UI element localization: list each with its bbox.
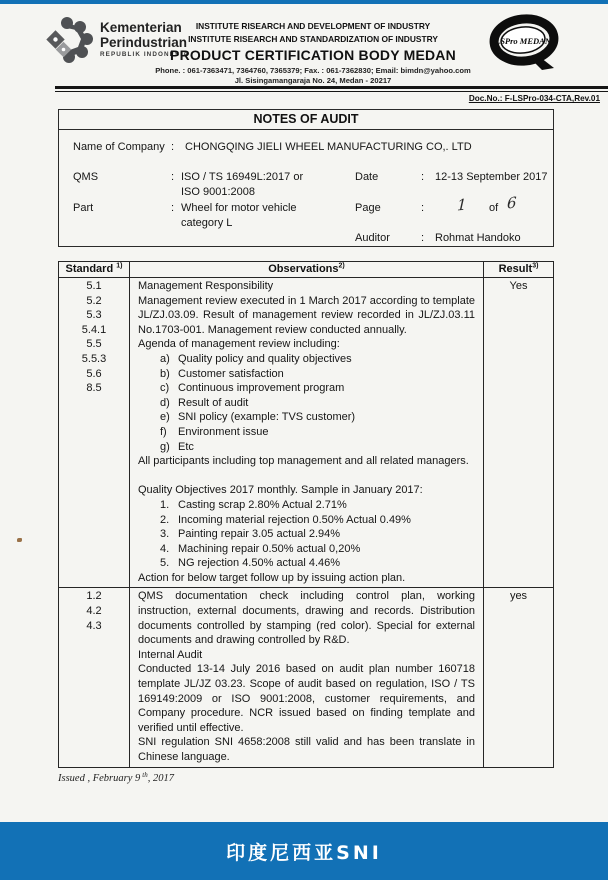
qms-value-line1: ISO / TS 16949L:2017 or <box>181 171 304 183</box>
audit-table <box>58 261 554 768</box>
standard-footnote-mark: 1) <box>116 262 123 270</box>
banner-text: 印度尼西亚SNI <box>226 841 382 864</box>
page-colon: : <box>421 202 425 214</box>
col-header-result: Result$^{3)}$ <box>498 262 539 275</box>
bottom-banner <box>0 822 608 880</box>
obs-paragraph: Management review executed in 1 March 2017 according to template JL/ZJ.03.09. Result of management review recorded in JL/ZJ.03.11 No.1703-001. Management review conducted annually. <box>138 294 475 336</box>
part-label: Part <box>73 202 94 214</box>
letterhead <box>148 20 478 85</box>
company-colon: : <box>171 141 175 153</box>
company-label: Name of Company <box>73 141 165 153</box>
page-current-handwritten: 1 <box>456 195 467 215</box>
qms-label: QMS <box>73 171 99 183</box>
obs-agenda-intro: Agenda of management review including: <box>138 338 340 351</box>
issued-date-line: Issued , February 9 $^{th}$, 2017 <box>58 770 174 784</box>
standard-clauses: 1.2 4.2 4.3 <box>59 588 130 766</box>
scan-speck <box>17 538 22 542</box>
agenda-item: f) Environment issue <box>160 425 269 438</box>
institute-line-2: INSTITUTE RISEARCH AND STANDARDIZATION OF INDUSTRY <box>188 33 438 44</box>
obs-paragraph: Conducted 13-14 July 2016 based on audit plan number 160718 template JL/JZ 03.23. Scope of audit based on regulation, ISO / TS 169149:2009 or ISO 9001:2008, customer requirements, and Company procedure. NCR issued based on finding template and verified until effective. <box>138 663 475 734</box>
address-line: Jl. Sisingamangaraja No. 24, Medan - 20217 <box>234 75 392 85</box>
table-row <box>59 588 553 766</box>
page-of-word: of <box>489 202 499 214</box>
certification-body-name: PRODUCT CERTIFICATION BODY MEDAN <box>170 47 456 63</box>
auditor-value: Rohmat Handoko <box>435 232 521 244</box>
page-label: Page <box>355 202 381 214</box>
contact-line: Phone. : 061-7363471, 7364760, 7365379; Fax. : 061-7362830; Email: bimdn@yahoo.com <box>155 66 471 75</box>
top-accent-strip <box>0 0 608 4</box>
obs-objectives-intro: Quality Objectives 2017 monthly. Sample in January 2017: <box>138 484 423 497</box>
doc-number: Doc.No.: F-LSPro-034-CTA,Rev.01 <box>468 94 600 103</box>
part-colon: : <box>171 202 175 214</box>
company-value: CHONGQING JIELI WHEEL MANUFACTURING CO,. LTD <box>185 141 472 153</box>
result-cell: Yes <box>509 280 528 292</box>
ministry-of-industry-logo-icon <box>45 16 95 64</box>
ministry-name-line3: REPUBLIK INDONESIA <box>100 51 189 58</box>
auditor-colon: : <box>421 232 425 244</box>
date-colon: : <box>421 171 425 183</box>
agenda-item: b) Customer satisfaction <box>160 367 284 380</box>
agenda-item: a) Quality policy and quality objectives <box>160 352 352 365</box>
title-divider <box>59 129 553 130</box>
lspro-medan-logo-icon <box>488 14 562 74</box>
observations-cell <box>130 278 484 587</box>
auditor-label: Auditor <box>355 232 390 244</box>
qms-colon: : <box>171 171 175 183</box>
observations-cell <box>130 588 484 766</box>
obs-action: Action for below target follow up by issuing action plan. <box>138 571 406 584</box>
svg-text:LSPro MEDAN: LSPro MEDAN <box>495 36 551 46</box>
objective-item: 2. Incoming material rejection 0.50% Actual 0.49% <box>160 513 411 526</box>
institute-line-1: INSTITUTE RISEARCH AND DEVELOPMENT OF INDUSTRY <box>195 21 431 31</box>
obs-paragraph: SNI regulation SNI 4658:2008 still valid and has been translate in Chinese language. <box>138 736 475 763</box>
date-value: 12-13 September 2017 <box>435 171 548 183</box>
agenda-item: d) Result of audit <box>160 396 249 409</box>
result-footnote-mark: 3) <box>532 262 539 270</box>
obs-paragraph: QMS documentation check including control plan, working instruction, external documents, drawing and records. Distribution documents controlled by stamping (red color). Special for external documents and drawing controlled by R&D. <box>138 590 475 647</box>
result-cell: yes <box>509 590 528 603</box>
observations-footnote-mark: 2) <box>338 262 345 270</box>
objective-item: 5. NG rejection 4.50% actual 4.46% <box>160 557 341 570</box>
table-row <box>59 278 553 588</box>
notes-of-audit-box <box>58 109 554 247</box>
part-value-line2: category L <box>181 217 233 229</box>
part-value-line1: Wheel for motor vehicle <box>181 202 297 214</box>
standard-clauses: 5.1 5.2 5.3 5.4.1 5.5 5.5.3 5.6 8.5 <box>59 278 130 587</box>
date-label: Date <box>355 171 379 183</box>
obs-subtitle: Internal Audit <box>138 648 203 661</box>
header-divider <box>55 86 608 92</box>
col-header-standard: Standard $^{1)}$ <box>59 262 130 277</box>
ministry-name-line1: Kementerian <box>100 20 182 35</box>
col-header-observations: Observations$^{2)}$ <box>130 262 484 277</box>
obs-participants: All participants including top management and all related managers. <box>138 455 469 468</box>
objective-item: 4. Machining repair 0.50% actual 0,20% <box>160 542 361 555</box>
form-title: NOTES OF AUDIT <box>253 112 359 126</box>
objective-item: 3. Painting repair 3.05 actual 2.94% <box>160 528 341 541</box>
obs-title: Management Responsibility <box>138 280 274 292</box>
page-total-handwritten: 6 <box>506 193 517 213</box>
qms-value-line2: ISO 9001:2008 <box>181 186 256 198</box>
agenda-item: c) Continuous improvement program <box>160 382 345 395</box>
agenda-item: g) Etc <box>160 440 194 453</box>
table-header-row <box>59 262 553 278</box>
agenda-item: e) SNI policy (example: TVS customer) <box>160 411 356 424</box>
ministry-name-line2: Perindustrian <box>100 34 188 50</box>
blank-line <box>138 469 475 484</box>
objective-item: 1. Casting scrap 2.80% Actual 2.71% <box>160 498 347 511</box>
issued-ordinal-suffix: th <box>142 770 148 779</box>
